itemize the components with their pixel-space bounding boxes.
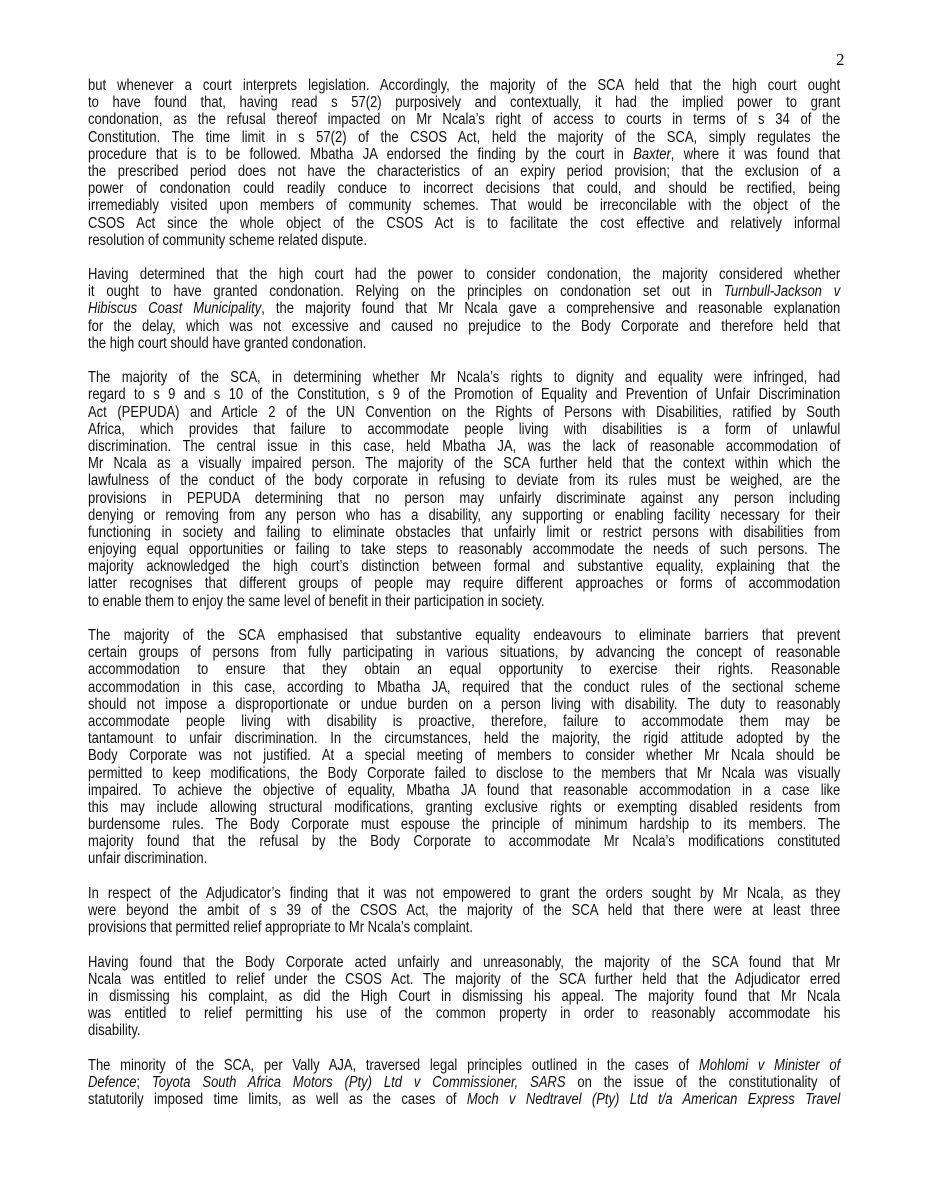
text-run: permitted to keep modifications, the Body Corporate failed to disclose to the members that Mr Ncala was visually xyxy=(88,764,841,782)
text-line xyxy=(88,232,840,249)
text-line xyxy=(88,954,840,971)
text-line xyxy=(88,1022,840,1039)
text-line xyxy=(88,472,840,489)
text-line xyxy=(88,386,840,403)
text-run: provisions in PEPUDA determining that no person may unfairly discriminate against any person including xyxy=(88,489,841,507)
text-line xyxy=(88,300,840,317)
case-citation: Baxter xyxy=(633,145,671,163)
text-run: impaired. To achieve the objective of equality, Mbatha JA found that reasonable accommodation in a case like xyxy=(88,781,841,799)
text-line xyxy=(88,833,840,850)
text-run: Act (PEPUDA) and Article 2 of the UN Convention on the Rights of Persons with Disabilities, ratified by South xyxy=(88,403,841,421)
text-run: tantamount to unfair discrimination. In the circumstances, held the majority, the rigid attitude adopted by the xyxy=(88,730,841,748)
text-run: The majority of the SCA emphasised that substantive equality endeavours to eliminate barriers that prevent xyxy=(88,627,841,644)
page-number: 2 xyxy=(836,50,845,69)
text-run: Having found that the Body Corporate acted unfairly and unreasonably, the majority of the SCA found that Mr xyxy=(88,953,841,971)
text-run: ; xyxy=(136,1073,152,1091)
text-line xyxy=(88,421,840,438)
paragraph xyxy=(88,369,840,610)
text-line xyxy=(88,455,840,472)
text-run: CSOS Act since the whole object of the CSOS Act is to facilitate the cost effective and relatively informal xyxy=(88,214,841,232)
text-line xyxy=(88,747,840,764)
text-run: majority found that the refusal by the Body Corporate to accommodate Mr Ncala’s modifications constituted xyxy=(88,833,841,851)
text-run: The minority of the SCA, per Vally AJA, traversed legal principles outlined in the cases of xyxy=(88,1056,700,1074)
text-run: enjoying equal opportunities or failing to take steps to reasonably accommodate the needs of such persons. The xyxy=(88,541,841,559)
text-run: The majority of the SCA, in determining whether Mr Ncala’s rights to dignity and equality were infringed, had xyxy=(88,369,841,387)
text-run: accommodation to ensure that they obtain an equal opportunity to exercise their rights. Reasonable xyxy=(88,661,841,679)
text-line xyxy=(88,558,840,575)
text-run: Mr Ncala as a visually impaired person. The majority of the SCA further held that the context within which the xyxy=(88,455,841,473)
text-line xyxy=(88,696,840,713)
text-line xyxy=(88,215,840,232)
text-run: resolution of community scheme related dispute. xyxy=(88,231,367,249)
text-run: procedure that is to be followed. Mbatha JA endorsed the finding by the court in xyxy=(88,145,634,163)
text-line xyxy=(88,146,840,163)
text-line xyxy=(88,919,840,936)
text-run: disability. xyxy=(88,1022,141,1040)
case-citation: Turnbull-Jackson v xyxy=(723,283,841,301)
paragraph xyxy=(88,627,840,868)
text-line xyxy=(88,1074,840,1091)
text-run: it ought to have granted condonation. Relying on the principles on condonation set out in xyxy=(88,283,724,301)
text-line xyxy=(88,575,840,592)
paragraph xyxy=(88,885,840,937)
text-line xyxy=(88,77,840,94)
text-line xyxy=(88,730,840,747)
text-run: accommodation in this case, according to Mbatha JA, required that the conduct rules of the sectional scheme xyxy=(88,678,841,696)
text-line xyxy=(88,885,840,902)
text-run: Africa, which provides that failure to accommodate people living with disabilities is a form of unlawful xyxy=(88,420,841,438)
text-run: irremediably visited upon members of community schemes. That would be irreconcilable with the object of the xyxy=(88,197,841,215)
text-run: but whenever a court interprets legislation. Accordingly, the majority of the SCA held that the high court ought xyxy=(88,77,841,94)
text-line xyxy=(88,335,840,352)
paragraph xyxy=(88,77,840,249)
text-line xyxy=(88,541,840,558)
text-run: was entitled to relief permitting his use of the common property in order to reasonably accommodate his xyxy=(88,1005,841,1023)
text-line xyxy=(88,661,840,678)
text-line xyxy=(88,404,840,421)
text-run: In respect of the Adjudicator’s finding that it was not empowered to grant the orders sought by Mr Ncala, as they xyxy=(88,884,841,902)
text-line xyxy=(88,627,840,644)
text-line xyxy=(88,782,840,799)
text-line xyxy=(88,94,840,111)
text-run: unfair discrimination. xyxy=(88,850,208,868)
text-line xyxy=(88,129,840,146)
text-run: power of condonation could readily conduce to incorrect decisions that could, and should be rectified, being xyxy=(88,180,841,198)
text-run: this may include allowing structural modifications, granting exclusive rights or exempting disabled residents from xyxy=(88,798,841,816)
text-line xyxy=(88,593,840,610)
text-run: the prescribed period does not have the characteristics of an expiry period provision; that the exclusion of a xyxy=(88,162,841,180)
text-line xyxy=(88,490,840,507)
text-run: latter recognises that different groups of people may require different approaches or forms of accommodation xyxy=(88,575,841,593)
text-run: in dismissing his complaint, as did the High Court in dismissing his appeal. The majority found that Mr Ncala xyxy=(88,987,841,1005)
text-run: denying or removing from any person who has a disability, any supporting or enabling facility necessary for their xyxy=(88,506,841,524)
text-line xyxy=(88,988,840,1005)
text-run: certain groups of persons from fully participating in various situations, by advancing the concept of reasonable xyxy=(88,644,841,662)
paragraph xyxy=(88,266,840,352)
text-line xyxy=(88,180,840,197)
text-run: Ncala was entitled to relief under the CSOS Act. The majority of the SCA further held that the Adjudicator erred xyxy=(88,970,841,988)
text-line xyxy=(88,163,840,180)
text-run: Body Corporate was not justified. At a special meeting of members to consider whether Mr Ncala should be xyxy=(88,747,841,765)
text-run: accommodate people living with disability is proactive, therefore, failure to accommodate them may be xyxy=(88,712,841,730)
text-line xyxy=(88,369,840,386)
text-run: discrimination. The central issue in this case, held Mbatha JA, was the lack of reasonable accommodation of xyxy=(88,437,841,455)
text-run: burdensome rules. The Body Corporate must espouse the principle of minimum hardship to its members. The xyxy=(88,816,841,834)
text-run: the high court should have granted condonation. xyxy=(88,334,367,352)
text-line xyxy=(88,765,840,782)
text-line xyxy=(88,524,840,541)
text-run: lawfulness of the conduct of the body corporate in refusing to deviate from its rules must be weighed, are the xyxy=(88,472,841,490)
text-run: were beyond the ambit of s 39 of the CSOS Act, the majority of the SCA held that there were at least three xyxy=(88,902,841,919)
case-citation: Mohlomi v Minister of xyxy=(699,1056,841,1074)
text-run: , the majority found that Mr Ncala gave a comprehensive and reasonable explanation xyxy=(261,300,841,318)
text-line xyxy=(88,1091,840,1108)
text-line xyxy=(88,438,840,455)
text-run: to enable them to enjoy the same level of benefit in their participation in society. xyxy=(88,592,545,610)
text-run: , where it was found that xyxy=(670,145,841,163)
text-line xyxy=(88,1057,840,1074)
text-line xyxy=(88,816,840,833)
text-line xyxy=(88,644,840,661)
text-run: Having determined that the high court had the power to consider condonation, the majority considered whether xyxy=(88,266,841,284)
document-body xyxy=(88,77,840,1125)
text-run: to have found that, having read s 57(2) purposively and contextually, it had the implied power to grant xyxy=(88,94,841,112)
text-line xyxy=(88,713,840,730)
case-citation: Moch v Nedtravel (Pty) Ltd t/a American Express Travel xyxy=(466,1091,841,1109)
text-run: for the delay, which was not excessive and caused no prejudice to the Body Corporate and therefore held that xyxy=(88,317,841,335)
text-run: condonation, as the refusal thereof impacted on Mr Ncala’s right of access to courts in terms of s 34 of the xyxy=(88,111,841,129)
text-line xyxy=(88,111,840,128)
text-run: Constitution. The time limit in s 57(2) of the CSOS Act, held the majority of the SCA, simply regulates the xyxy=(88,128,841,146)
text-line xyxy=(88,507,840,524)
text-line xyxy=(88,679,840,696)
text-run: regard to s 9 and s 10 of the Constitution, s 9 of the Promotion of Equality and Prevention of Unfair Discrimination xyxy=(88,386,841,404)
text-line xyxy=(88,197,840,214)
paragraph xyxy=(88,954,840,1040)
text-run: functioning in society and failing to eliminate obstacles that unfairly limit or restrict persons with disabilities from xyxy=(88,523,841,541)
paragraph xyxy=(88,1057,840,1109)
text-run: provisions that permitted relief appropriate to Mr Ncala’s complaint. xyxy=(88,919,473,937)
text-line xyxy=(88,850,840,867)
case-citation: Defence xyxy=(88,1073,137,1091)
text-run: majority acknowledged the high court’s distinction between formal and substantive equality, explaining that the xyxy=(88,558,841,576)
case-citation: Hibiscus Coast Municipality xyxy=(88,300,262,318)
text-line xyxy=(88,799,840,816)
text-run: on the issue of the constitutionality of xyxy=(565,1073,841,1091)
text-line xyxy=(88,1005,840,1022)
text-line xyxy=(88,318,840,335)
text-line xyxy=(88,902,840,919)
text-line xyxy=(88,283,840,300)
text-run: statutorily imposed time limits, as well as the cases of xyxy=(88,1091,467,1109)
text-run: should not impose a disproportionate or undue burden on a person living with disability. The duty to reasonably xyxy=(88,695,841,713)
case-citation: Toyota South Africa Motors (Pty) Ltd v Commissioner, SARS xyxy=(151,1073,566,1091)
text-line xyxy=(88,266,840,283)
text-line xyxy=(88,971,840,988)
